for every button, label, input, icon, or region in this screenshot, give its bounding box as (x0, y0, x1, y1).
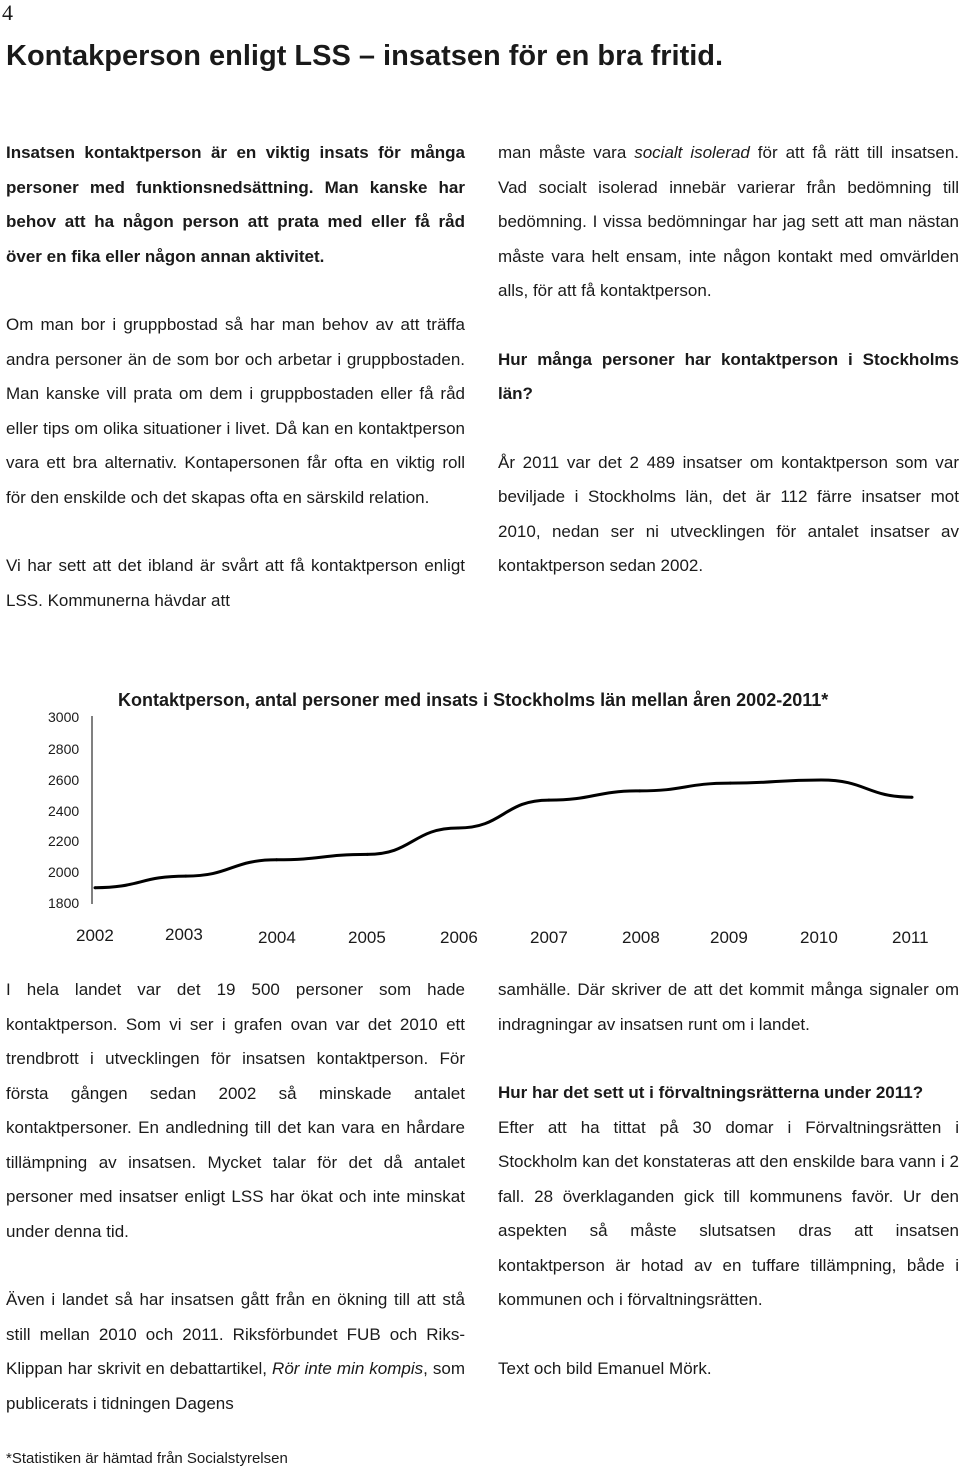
chart-title: Kontaktperson, antal personer med insats i Stockholms län mellan åren 2002-2011* (118, 690, 829, 710)
paragraph-hela-landet: I hela landet var det 19 500 personer som hade kontaktperson. Som vi ser i grafen ovan var det 2010 ett trendbrott i utvecklingen för insatsen kontaktperson. För första gången sedan 2002 så minskade antalet kontaktpersoner. En andledning till det kan vara en hårdare tillämpning av insatsen. Mycket talar för det då antalet personer med insatser enligt LSS har ökat och inte minskat under denna tid. (6, 980, 465, 1241)
page-number: 4 (2, 0, 13, 25)
text-segment: man måste vara (498, 143, 635, 162)
y-tick-label: 2600 (48, 772, 80, 788)
data-point (729, 782, 732, 785)
y-tick-label: 2800 (48, 741, 80, 757)
series-line (95, 780, 912, 888)
x-tick-label: 2009 (710, 928, 748, 947)
x-tick-label: 2003 (165, 925, 203, 944)
text-segment: Även i landet så har insatsen gått från en ökning till att stå still mellan 2010 och 2011. Riksförbundet FUB och Riks-Klippan har skrivit en debattartikel, (6, 1290, 465, 1378)
text-segment: , som publicerats i tidningen Dagens (6, 1359, 465, 1413)
paragraph-svart-att-fa: Vi har sett att det ibland är svårt att få kontaktperson enligt LSS. Kommunerna hävdar att (6, 556, 465, 610)
data-point (457, 827, 460, 830)
x-tick-label: 2006 (440, 928, 478, 947)
paragraph-samhalle: samhälle. Där skriver de att det kommit många signaler om indragningar av insatsen runt om i landet. (498, 980, 959, 1034)
x-tick-label: 2005 (348, 928, 386, 947)
data-point (547, 799, 550, 802)
footnote: *Statistiken är hämtad från Socialstyrelsen (6, 1450, 288, 1467)
intro-paragraph: Insatsen kontaktperson är en viktig insats för många personer med funktionsnedsättning. Man kanske har behov att ha någon person att prata med eller få råd över en fika eller någon annan aktivitet. (6, 143, 465, 266)
y-tick-label: 1800 (48, 895, 80, 911)
data-point (638, 789, 641, 792)
x-tick-label: 2007 (530, 928, 568, 947)
bottom-right-column (498, 973, 959, 1386)
y-tick-label: 2400 (48, 803, 80, 819)
paragraph-domar: Efter att ha tittat på 30 domar i Förvaltningsrätten i Stockholm kan det konstateras att den enskilde bara vann i 2 fall. 28 överklaganden gick till kommunens favör. Ur den aspekten så måste slutsatsen dras att insatsen kontaktperson är hotad av en tuffare tillämpning, både i kommunen och i förvaltningsrätten. (498, 1117, 959, 1309)
y-tick-label: 2000 (48, 864, 80, 880)
data-point (820, 779, 823, 782)
paragraph-aven-i-landet (6, 1283, 465, 1421)
paragraph-ar-2011: År 2011 var det 2 489 insatser om kontaktperson som var beviljade i Stockholms län, det är 112 färre insatser mot 2010, nedan ser ni utvecklingen för antalet insatser av kontaktperson sedan 2002. (498, 452, 959, 575)
y-tick-label: 2200 (48, 833, 80, 849)
data-point (184, 875, 187, 878)
y-tick-label: 3000 (48, 709, 80, 725)
signature: Text och bild Emanuel Mörk. (498, 1358, 712, 1378)
data-point (366, 853, 369, 856)
emphasis-socialt-isolerad: socialt isolerad (634, 143, 750, 162)
x-tick-label: 2010 (800, 928, 838, 947)
bottom-left-column (6, 973, 465, 1421)
paragraph-gruppbostad: Om man bor i gruppbostad så har man behov av att träffa andra personer än de som bor och arbetar i gruppbostaden. Man kanske vill prata om dem i gruppbostaden eller få råd eller tips om olika situationer i livet. Då kan en kontaktperson vara ett bra alternativ. Kontapersonen får ofta en viktig roll för den enskilde och det skapas ofta en särskild relation. (6, 315, 465, 507)
text-segment: för att få rätt till insatsen. Vad socialt isolerad innebär varierar från bedömning till bedömning. I vissa bedömningar har jag sett att man nästan måste vara helt ensam, inte någon kontakt med omvärlden alls, för att få kontaktperson. (498, 143, 959, 300)
data-point (94, 886, 97, 889)
heading-hur-manga: Hur många personer har kontaktperson i Stockholms län? (498, 349, 959, 403)
page-title: Kontakperson enligt LSS – insatsen för en bra fritid. (6, 40, 724, 72)
x-tick-label: 2004 (258, 928, 296, 947)
x-tick-label: 2002 (76, 926, 114, 945)
heading-forvaltningsratterna: Hur har det sett ut i förvaltningsrätterna under 2011? (498, 1083, 924, 1102)
data-point (911, 796, 914, 799)
data-point (275, 858, 278, 861)
x-tick-label: 2011 (892, 928, 929, 947)
x-tick-label: 2008 (622, 928, 660, 947)
emphasis-article-title: Rör inte min kompis (272, 1359, 424, 1378)
